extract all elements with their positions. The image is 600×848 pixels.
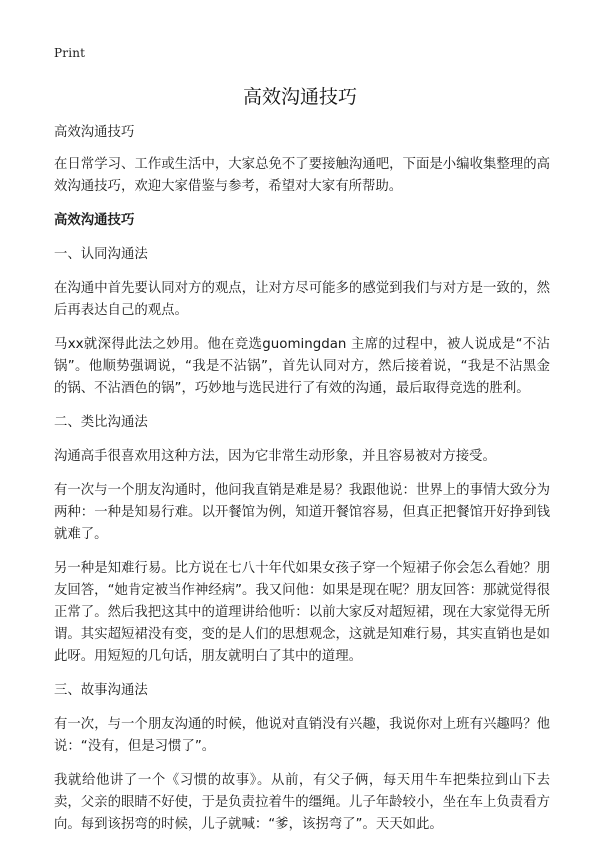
section3-paragraph-1: 有一次，与一个朋友沟通的时候，他说对直销没有兴趣，我说你对上班有兴趣吗？他说：“没有，但是习惯了”。 [54,717,550,754]
article-subtitle: 高效沟通技巧 [54,125,135,140]
section-heading-3: 三、故事沟通法 [54,683,148,698]
print-link[interactable]: Print [54,46,86,60]
section2-paragraph-3: 另一种是知难行易。比方说在七八十年代如果女孩子穿一个短裙子你会怎么看她？朋友回答，“她肯定被当作神经病”。我又问他：如果是现在呢？朋友回答：那就觉得很正常了。然后我把这其中的道理讲给他听：以前大家反对超短裙，现在大家觉得无所谓。其实超短裙没有变，变的是人们的思想观念，这就是知难行易，其实直销也是如此呀。用短短的几句话，朋友就明白了其中的道理。 [54,561,550,664]
article-body [54,122,550,848]
page-title: 高效沟通技巧 [242,86,357,108]
section-heading-1: 一、认同沟通法 [54,247,148,262]
section1-paragraph-2: 马xx就深得此法之妙用。他在竞选guomingdan 主席的过程中，被人说成是“不沾锅”。他顺势强调说，“我是不沾锅”，首先认同对方，然后接着说，“我是不沾黑金的锅、不沾酒色的锅”，巧妙地与选民进行了有效的沟通，最后取得竞选的胜利。 [54,337,550,396]
section1-paragraph-1: 在沟通中首先要认同对方的观点，让对方尽可能多的感觉到我们与对方是一致的，然后再表达自己的观点。 [54,281,550,318]
intro-paragraph: 在日常学习、工作或生活中，大家总免不了要接触沟通吧，下面是小编收集整理的高效沟通技巧，欢迎大家借鉴与参考，希望对大家有所帮助。 [54,157,550,194]
section2-paragraph-1: 沟通高手很喜欢用这种方法，因为它非常生动形象，并且容易被对方接受。 [54,449,496,464]
section3-paragraph-2: 我就给他讲了一个《习惯的故事》。从前，有父子俩，每天用牛车把柴拉到山下去卖，父亲的眼睛不好使，于是负责拉着牛的缰绳。儿子年龄较小，坐在车上负责看方向。每到该拐弯的时候，儿子就喊：“爹，该拐弯了”。天天如此。 [54,773,550,832]
bold-heading: 高效沟通技巧 [54,213,135,228]
section-heading-2: 二、类比沟通法 [54,415,148,430]
section2-paragraph-2: 有一次与一个朋友沟通时，他问我直销是难是易？我跟他说：世界上的事情大致分为两种：一种是知易行难。以开餐馆为例，知道开餐馆容易，但真正把餐馆开好挣到钱就难了。 [54,483,550,542]
